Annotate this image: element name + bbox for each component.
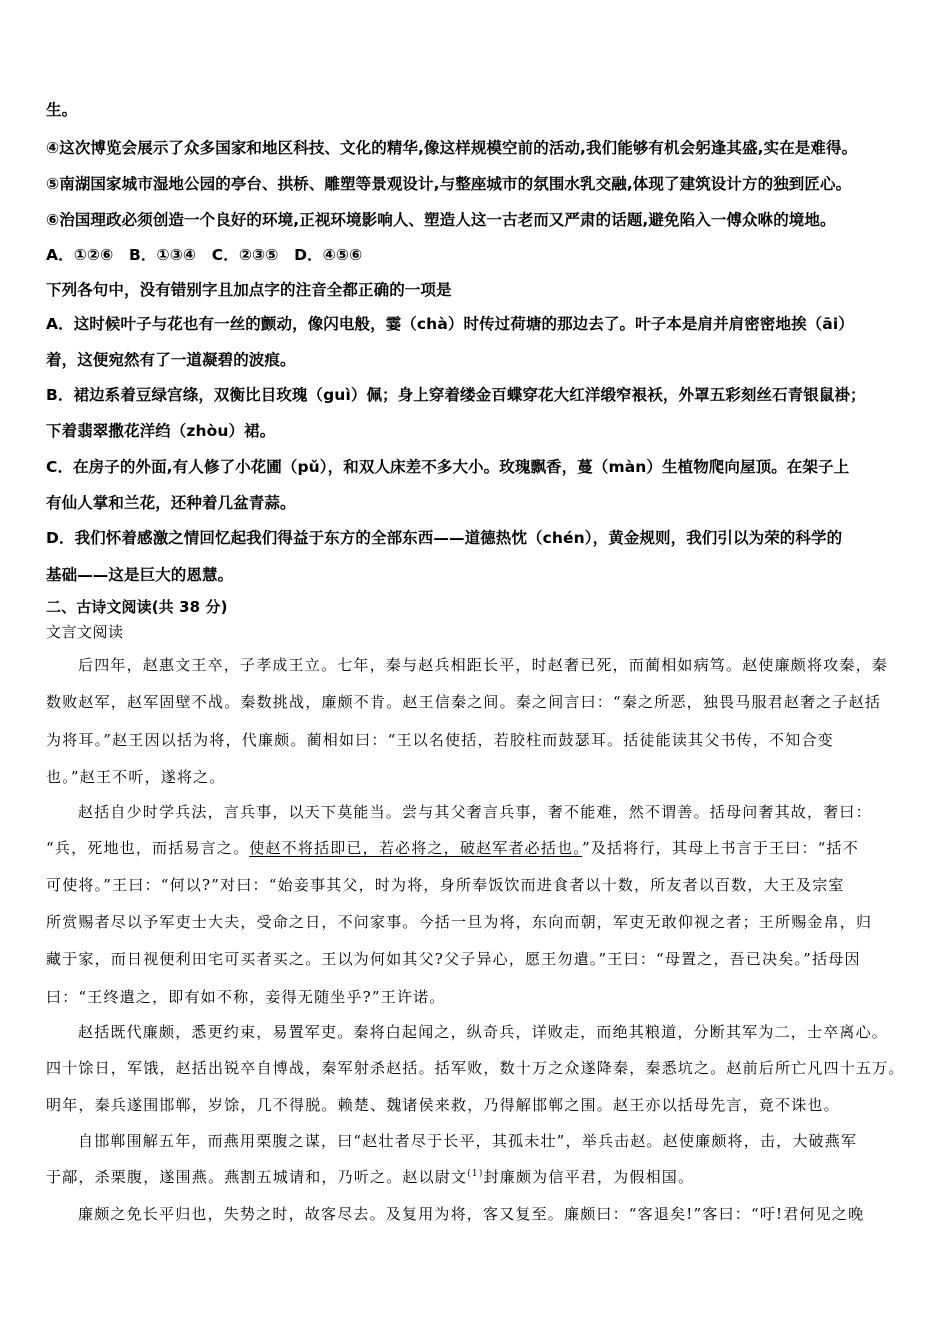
option-a-line1: A．这时候叶子与花也有一丝的颤动，像闪电般，霎（chà）时传过荷塘的那边去了。叶子本是肩并肩密密地挨（āi） <box>46 315 854 333</box>
intro-tail: 生。 <box>46 101 78 119</box>
passage-p2-line1: 赵括自少时学兵法，言兵事，以天下莫能当。尝与其父奢言兵事，奢不能难，然不谓善。括母问奢其故，奢曰： <box>78 803 872 821</box>
passage-p3-line3: 明年，秦兵遂围邯郸，岁馀，几不得脱。赖楚、魏诸侯来救，乃得解邯郸之围。赵王亦以括母先言，竟不诛也。 <box>46 1096 840 1114</box>
passage-p3-line1: 赵括既代廉颇，悉更约束，易置军吏。秦将白起闻之，纵奇兵，详败走，而绝其粮道，分断其军为二，士卒离心。 <box>78 1023 889 1041</box>
passage-p2-line4: 所赏赐者尽以予军吏士大夫，受命之日，不问家事。今括一旦为将，东向而朝，军吏无敢仰视之者；王所赐金帛，归 <box>46 913 873 931</box>
passage-p4-line2 <box>46 1166 694 1187</box>
option-b-line2: 下着翡翠撒花洋绉（zhòu）裙。 <box>46 422 276 440</box>
underlined-sentence: 使赵不将括即已，若必将之，破赵军者必括也。 <box>249 839 582 857</box>
passage-p4-line2-end: 封廉颇为信平君，为假相国。 <box>483 1168 695 1186</box>
option-c-line1: C．在房子的外面,有人修了小花圃（pǔ），和双人床差不多大小。玫瑰飘香，蔓（màn）生植物爬向屋顶。在架子上 <box>46 458 850 476</box>
item-6: ⑥治国理政必须创造一个良好的环境,正视环境影响人、塑造人这一古老而又严肃的话题,避免陷入一傅众咻的境地。 <box>46 211 836 229</box>
passage-p2-line2 <box>46 837 859 858</box>
passage-p2-line6: 曰：“王终遣之，即有如不称，妾得无随坐乎?”王许诺。 <box>46 988 446 1006</box>
option-d-line2: 基础——这是巨大的恩慧。 <box>46 566 234 584</box>
section-heading: 二、古诗文阅读(共 38 分) <box>46 598 228 616</box>
passage-p3-line2: 四十馀日，军饿，赵括出锐卒自博战，秦军射杀赵括。括军败，数十万之众遂降秦，秦悉坑之。赵前后所亡凡四十五万。 <box>46 1059 905 1077</box>
section-subheading: 文言文阅读 <box>46 623 124 641</box>
passage-p2-line2-end: ”及括将行，其母上书言于王曰：“括不 <box>581 839 859 857</box>
passage-p5-line1: 廉颇之免长平归也，失势之时，故客尽去。及复用为将，客又复至。廉颇曰：“客退矣!”客曰：“吁!君何见之晚 <box>78 1205 865 1223</box>
option-a-line2: 着，这便宛然有了一道凝碧的波痕。 <box>46 351 296 369</box>
passage-p1-line3: 为将耳。”赵王因以括为将，代廉颇。蔺相如曰：“王以名使括，若胶柱而鼓瑟耳。括徒能读其父书传，不知合变 <box>46 731 834 749</box>
passage-p4-line2-start: 于鄗，杀栗腹，遂围燕。燕割五城请和，乃听之。赵以尉文 <box>46 1168 468 1186</box>
passage-p1-line1: 后四年，赵惠文王卒，子孝成王立。七年，秦与赵兵相距长平，时赵奢已死，而蔺相如病笃。赵使廉颇将攻秦，秦 <box>78 656 889 674</box>
footnote-marker: (1) <box>467 1169 484 1179</box>
answer-options-q1: A．①②⑥ B．①③④ C．②③⑤ D．④⑤⑥ <box>46 246 363 264</box>
item-4: ④这次博览会展示了众多国家和地区科技、文化的精华,像这样规模空前的活动,我们能够有机会躬逢其盛,实在是难得。 <box>46 139 858 157</box>
passage-p2-line3: 可使将。”王曰：“何以?”对曰：“始妾事其父，时为将，身所奉饭饮而进食者以十数，所友者以百数，大王及宗室 <box>46 876 845 894</box>
option-d-line1: D．我们怀着感激之情回忆起我们得益于东方的全部东西——道德热忱（chén），黄金规则，我们引以为荣的科学的 <box>46 529 843 547</box>
question-2-stem: 下列各句中，没有错别字且加点字的注音全都正确的一项是 <box>46 281 452 299</box>
option-b-line1: B．裙边系着豆绿宫绦，双衡比目玫瑰（guì）佩；身上穿着缕金百蝶穿花大红洋缎窄裉袄，外罩五彩刻丝石青银鼠褂； <box>46 386 866 404</box>
item-5: ⑤南湖国家城市湿地公园的亭台、拱桥、雕塑等景观设计,与整座城市的氛围水乳交融,体现了建筑设计方的独到匠心。 <box>46 175 852 193</box>
passage-p1-line2: 数败赵军，赵军固壁不战。秦数挑战，廉颇不肯。赵王信秦之间。秦之间言曰：“秦之所恶，独畏马服君赵奢之子赵括 <box>46 693 882 711</box>
passage-p2-line5: 藏于家，而日视便利田宅可买者买之。王以为何如其父?父子异心，愿王勿遣。”王曰：“母置之，吾已决矣。”括母因 <box>46 950 861 968</box>
passage-p4-line1: 自邯郸围解五年，而燕用栗腹之谋，曰“赵壮者尽于长平，其孤未壮”，举兵击赵。赵使廉颇将，击，大破燕军 <box>78 1132 858 1150</box>
option-c-line2: 有仙人掌和兰花，还种着几盆青蒜。 <box>46 494 296 512</box>
passage-p2-line2-start: “兵，死地也，而括易言之。 <box>46 839 250 857</box>
passage-p1-line4: 也。”赵王不听，遂将之。 <box>46 768 226 786</box>
